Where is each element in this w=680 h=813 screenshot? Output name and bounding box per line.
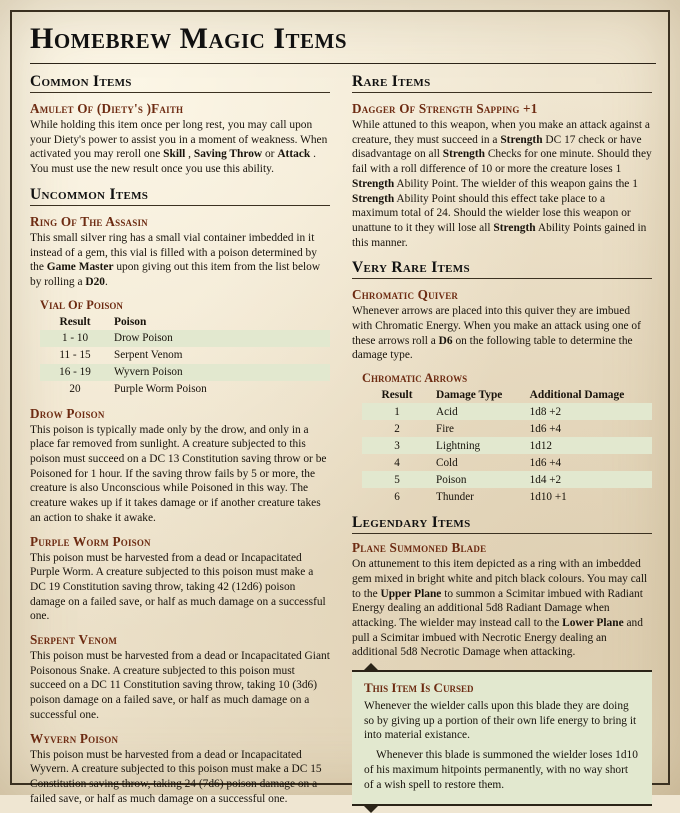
cell-result: 11 - 15 <box>59 349 91 362</box>
title-divider <box>30 63 656 64</box>
table-row <box>40 381 330 398</box>
table-title-chromatic-arrows: Chromatic Arrows <box>362 371 468 386</box>
item-text-drow-poison: This poison is typically made only by the drow, and only in a place far removed from sunlight. A creature subjected to this poison must succeed on a DC 13 Constitution saving throw or be Poisoned for 1 hour. If the saving throw fails by 5 or more, the creature is also Unconscious while Poisoned in this way. The creature wakes up if it takes damage or if another creature takes an action to shake it awake. <box>30 423 327 524</box>
section-divider <box>30 205 330 206</box>
table-row <box>40 330 330 347</box>
table-row <box>362 437 652 454</box>
section-divider <box>352 533 652 534</box>
table-chromatic-arrows <box>362 388 652 505</box>
item-heading-wyvern-poison: Wyvern Poison <box>30 730 119 746</box>
cell-poison: Purple Worm Poison <box>114 383 207 396</box>
cursed-box-text-1: Whenever the wielder calls upon this blade they are doing so by giving up a portion of their own life energy to bring it into material existance. <box>364 700 637 742</box>
table-header-row <box>362 388 652 403</box>
item-heading-drow-poison: Drow Poison <box>30 405 105 421</box>
item-text-serpent-venom: This poison must be harvested from a dead or Incapacitated Giant Poisonous Snake. A creature subjected to this poison must succeed on a DC 11 Constitution saving throw, taking 10 (3d6) poison damage on a failed save, or half as much damage on a successful one. <box>30 650 330 721</box>
section-heading-rare-items: Rare Items <box>352 73 431 90</box>
section-heading-uncommon-items: Uncommon Items <box>30 185 149 203</box>
table-row <box>40 364 330 381</box>
cell-additional-damage: 1d6 +4 <box>529 422 562 435</box>
cell-result: 4 <box>394 456 400 469</box>
item-heading-plane-summoned-blade: Plane Summoned Blade <box>352 540 487 556</box>
item-text-chromatic-quiver: Whenever arrows are placed into this quiver they are imbued with Chromatic Energy. When you make an attack using one of these arrows roll a D6 on the following table to determine the damage type. <box>352 305 641 362</box>
cell-damage-type: Acid <box>430 403 524 420</box>
item-text-ring-of-the-assasin: This small silver ring has a small vial container imbedded in it instead of a gem, this vial is filled with a poison determined by the Game Master upon giving out this item from the list below by rolling a D20. <box>30 231 321 288</box>
cell-damage-type: Lightning <box>430 437 524 454</box>
table-body <box>40 330 330 398</box>
cell-result: 3 <box>362 437 430 454</box>
cell-poison: Serpent Venom <box>114 349 183 362</box>
cell-result: 2 <box>394 422 400 435</box>
table-row <box>362 403 652 420</box>
column-header-damage-type: Damage Type <box>436 389 503 402</box>
item-heading-chromatic-quiver: Chromatic Quiver <box>352 287 459 303</box>
section-divider <box>352 92 652 93</box>
cell-additional-damage: 1d6 +4 <box>529 456 562 469</box>
cell-additional-damage: 1d10 +1 <box>529 490 567 503</box>
item-heading-serpent-venom: Serpent Venom <box>30 632 118 648</box>
cell-damage-type: Fire <box>436 422 455 435</box>
cell-poison: Wyvern Poison <box>108 364 330 381</box>
cell-additional-damage: 1d12 <box>524 437 652 454</box>
column-header-result: Result <box>59 315 91 328</box>
item-heading-ring-of-the-assasin: Ring Of The Assasin <box>30 213 148 229</box>
table-vial-of-poison <box>40 315 330 398</box>
cell-result: 20 <box>69 383 81 396</box>
cursed-callout-box <box>352 670 652 806</box>
item-text-amulet: While holding this item once per long rest, you may call upon your Diety's power to assist you in a moment of weakness. When activated you may reroll one Skill , Saving Throw or Attack . You must use the new result once you use this ability. <box>30 119 328 176</box>
page-content <box>30 22 656 805</box>
item-heading-dagger-of-strength-sapping: Dagger Of Strength Sapping +1 <box>352 101 538 116</box>
table-row <box>362 488 652 505</box>
cell-damage-type: Thunder <box>436 490 474 503</box>
section-heading-very-rare-items: Very Rare Items <box>352 259 470 277</box>
item-heading-purple-worm-poison: Purple Worm Poison <box>30 533 151 549</box>
cell-result: 5 <box>362 471 430 488</box>
item-text-plane-summoned-blade: On attunement to this item depicted as a ring with an imbedded gem mixed in bright white and pitch black colours. You may call to the Upper Plane to summon a Scimitar imbued with Radiant Energy dealing an additional 5d8 Radiant Damage when attacking. The wielder may instead call to the Lower Plane and pull a Scimitar imbued with Necrotic Energy dealing an additional 5d8 Necrotic Damage when attacking. <box>352 558 648 659</box>
cell-result: 6 <box>394 490 400 503</box>
section-heading-common-items: Common Items <box>30 73 132 90</box>
cell-result: 16 - 19 <box>40 364 108 381</box>
cell-poison: Drow Poison <box>108 330 330 347</box>
two-column-layout <box>30 71 656 806</box>
cursed-box-title: This Item Is Cursed <box>364 680 474 696</box>
item-heading-amulet: Amulet Of (Diety's )Faith <box>30 101 184 116</box>
left-column <box>30 71 330 806</box>
cell-additional-damage: 1d8 +2 <box>524 403 652 420</box>
column-header-poison: Poison <box>114 315 147 328</box>
column-header-result: Result <box>381 389 413 402</box>
table-row <box>362 471 652 488</box>
cursed-box-text-2: Whenever this blade is summoned the wielder loses 1d10 of his maximum hitpoints permanently, with no way short of a wish spell to restore them. <box>364 749 638 791</box>
cell-damage-type: Poison <box>430 471 524 488</box>
right-column <box>352 71 652 806</box>
cell-additional-damage: 1d4 +2 <box>524 471 652 488</box>
table-body <box>362 403 652 505</box>
item-text-wyvern-poison: This poison must be harvested from a dead or Incapacitated Wyvern. A creature subjected to this poison must make a DC 15 Constitution saving throw, taking 24 (7d6) poison damage on a failed save, or half as much damage on a successful one. <box>30 748 322 805</box>
section-divider <box>30 92 330 93</box>
column-header-additional-damage: Additional Damage <box>529 389 625 402</box>
item-text-dagger-of-strength-sapping: While attuned to this weapon, when you make an attack against a creature, they must succeed in a Strength DC 17 check or have disadvantage on all Strength Checks for one minute. Should they fail with a roll difference of 10 or more the creature loses 1 Strength Ability Point. The wielder of this weapon gains the 1 Strength Ability Point should this effect take place to a maximum total of 24. Should the wielder lose this weapon or unattune to it they will lose all Strength Ability Points gained in this manner. <box>352 119 652 249</box>
cell-result: 1 <box>362 403 430 420</box>
page-title: Homebrew Magic Items <box>30 22 348 55</box>
section-heading-legendary-items: Legendary Items <box>352 514 471 532</box>
table-row <box>362 420 652 437</box>
table-row <box>362 454 652 471</box>
table-title-vial-of-poison: Vial Of Poison <box>40 297 123 312</box>
table-row <box>40 347 330 364</box>
item-text-purple-worm-poison: This poison must be harvested from a dead or Incapacitated Purple Worm. A creature subjected to this poison must make a DC 19 Constitution saving throw, taking 42 (12d6) poison damage on a failed save, or half as much damage on a successful one. <box>30 551 326 623</box>
cell-damage-type: Cold <box>436 456 458 469</box>
cell-result: 1 - 10 <box>40 330 108 347</box>
section-divider <box>352 278 652 279</box>
table-header-row <box>40 315 330 330</box>
